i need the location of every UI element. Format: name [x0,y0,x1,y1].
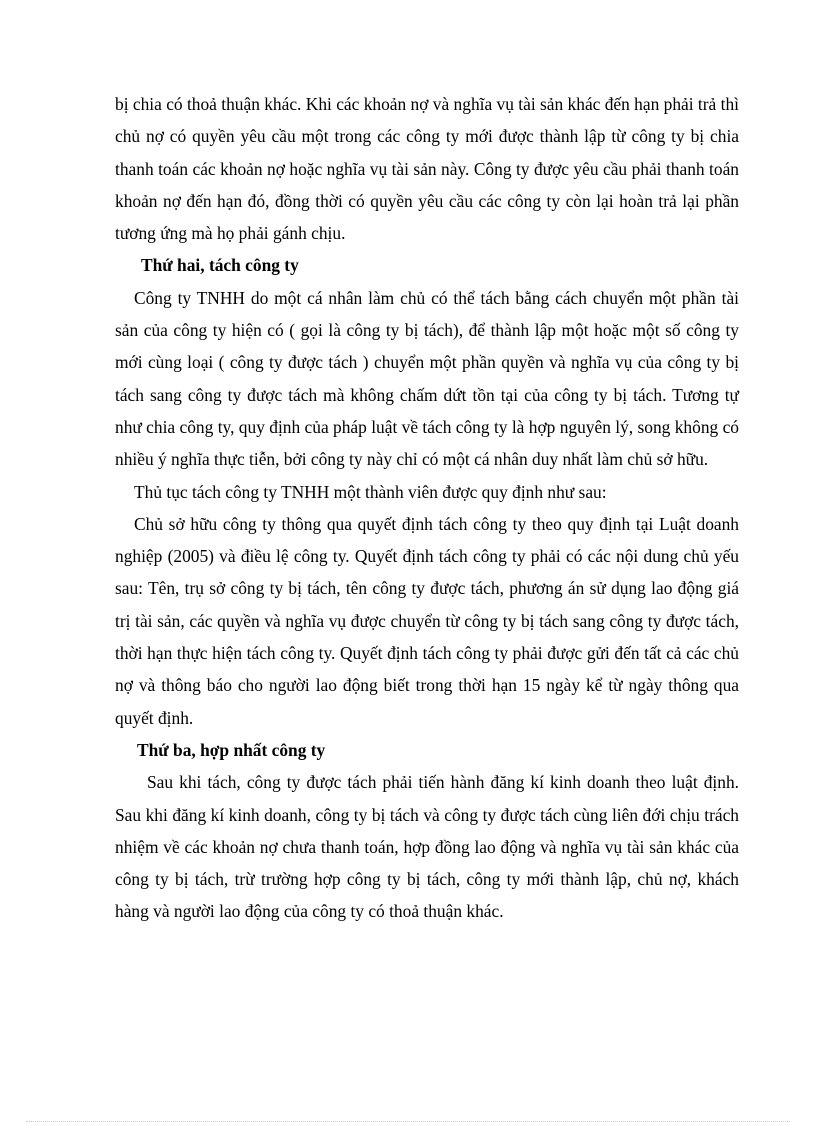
section-heading-split-company: Thứ hai, tách công ty [141,255,299,276]
section-heading-merge-company: Thứ ba, hợp nhất công ty [137,739,326,760]
paragraph-split-definition: Công ty TNHH do một cá nhân làm chủ có thể tách bằng cách chuyển một phần tài sản của công ty hiện có ( gọi là công ty bị tách), để thành lập một hoặc một số công ty mới cùng loại ( công ty được tách ) chuyển một phần quyền và nghĩa vụ của công ty bị tách sang công ty được tách mà không chấm dứt tồn tại của công ty bị tách. Tương tự như chia công ty, quy định của pháp luật về tách công ty là hợp nguyên lý, song không có nhiều ý nghĩa thực tiễn, bởi công ty này chỉ có một cá nhân duy nhất làm chủ sở hữu. [115,287,739,470]
paragraph-after-split: Sau khi tách, công ty được tách phải tiến hành đăng kí kinh doanh theo luật định. Sau khi đăng kí kinh doanh, công ty bị tách và công ty được tách cùng liên đới chịu trách nhiệm về các khoản nợ chưa thanh toán, hợp đồng lao động và nghĩa vụ tài sản khác của công ty bị tách, trừ trường hợp công ty bị tách, công ty mới thành lập, chủ nợ, khách hàng và người lao động của công ty có thoả thuận khác. [115,772,739,922]
paragraph-split-decision: Chủ sở hữu công ty thông qua quyết định tách công ty theo quy định tại Luật doanh nghiệp (2005) và điều lệ công ty. Quyết định tách công ty phải có các nội dung chủ yếu sau: Tên, trụ sở công ty bị tách, tên công ty được tách, phương án sử dụng lao động giá trị tài sản, các quyền và nghĩa vụ được chuyển từ công ty bị tách sang công ty được tách, thời hạn thực hiện tách công ty. Quyết định tách công ty phải được gửi đến tất cả các chủ nợ và thông báo cho người lao động biết trong thời hạn 15 ngày kể từ ngày thông qua quyết định. [115,513,739,728]
page-bottom-divider [26,1121,790,1122]
paragraph-split-procedure-intro: Thủ tục tách công ty TNHH một thành viên được quy định như sau: [134,481,607,502]
document-body [115,88,739,928]
paragraph-continuation: bị chia có thoả thuận khác. Khi các khoản nợ và nghĩa vụ tài sản khác đến hạn phải trả thì chủ nợ có quyền yêu cầu một trong các công ty mới được thành lập từ công ty bị chia thanh toán các khoản nợ hoặc nghĩa vụ tài sản này. Công ty được yêu cầu phải thanh toán khoản nợ đến hạn đó, đồng thời có quyền yêu cầu các công ty còn lại hoàn trả lại phần tương ứng mà họ phải gánh chịu. [115,94,739,244]
